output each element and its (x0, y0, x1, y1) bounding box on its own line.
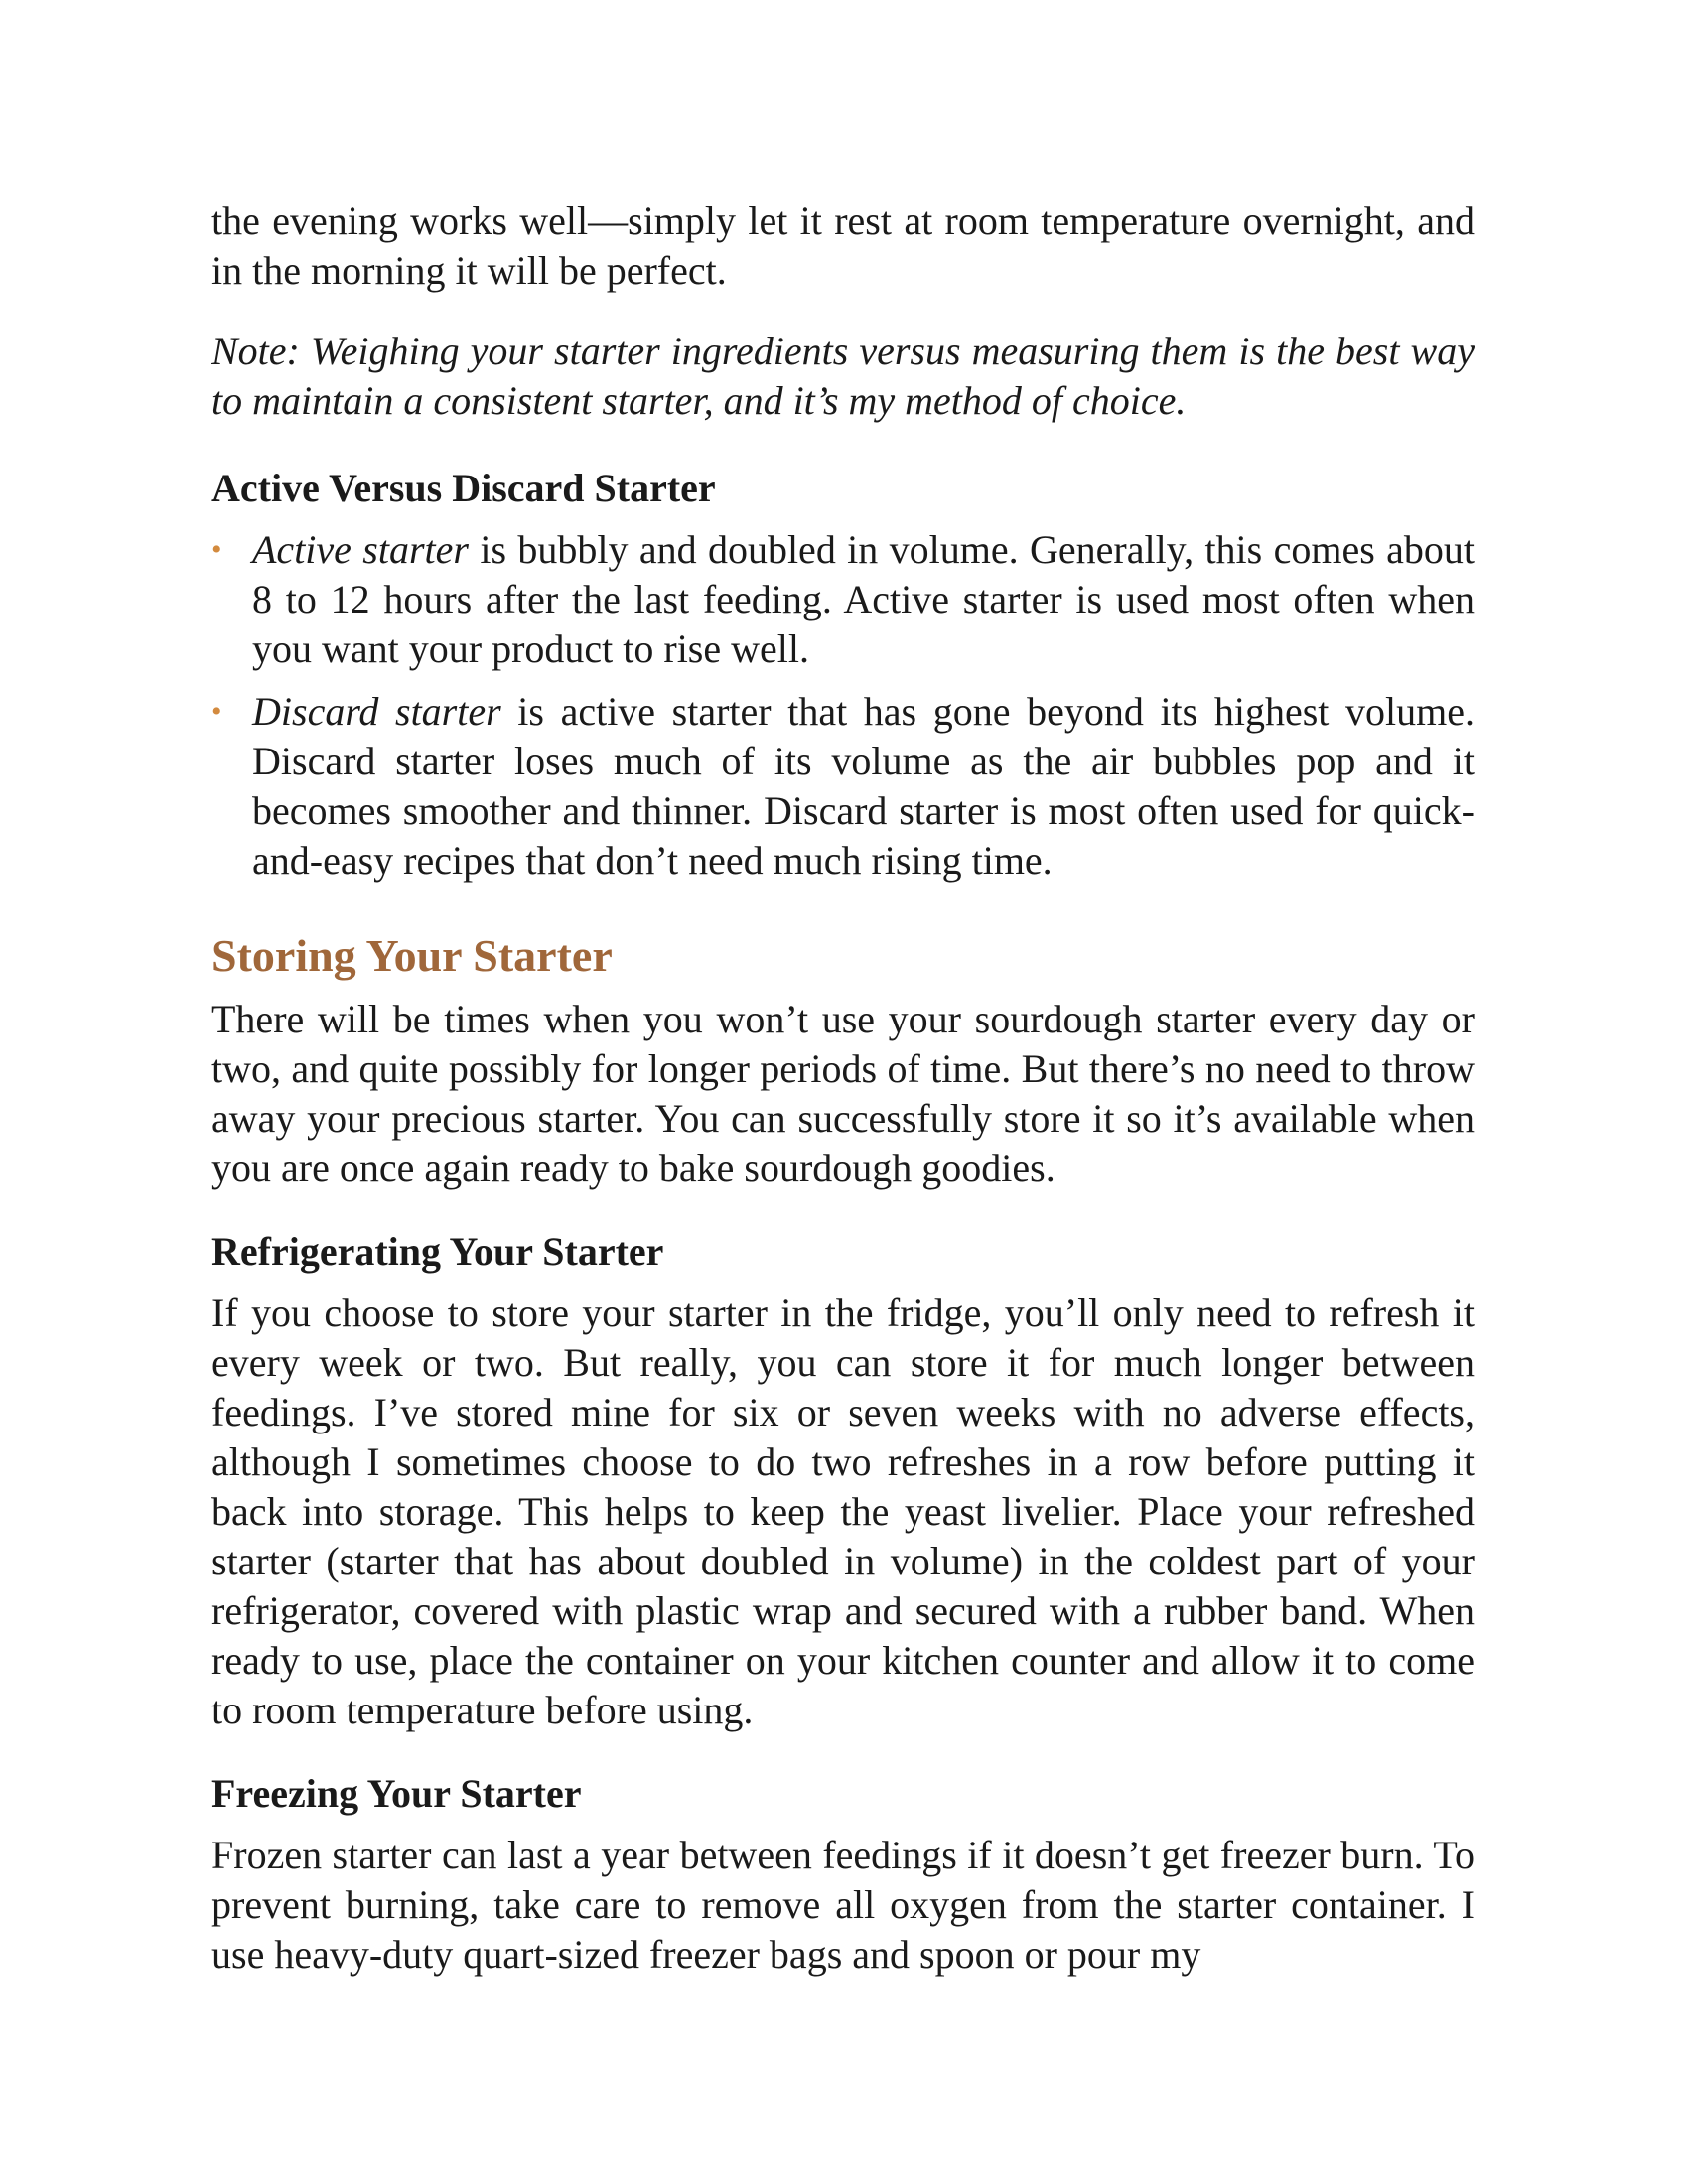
storing-section-heading: Storing Your Starter (211, 930, 613, 981)
term-discard-starter: Discard starter (252, 689, 501, 734)
definition-active-starter: is bubbly and doubled in volume. Generally, this comes about 8 to 12 hours after the last feeding. Active starter is used most often when you want your product to rise well. (252, 527, 1476, 671)
storing-paragraph: There will be times when you won’t use your sourdough starter every day or two, and quite possibly for longer periods of time. But there’s no need to throw away your precious starter. You can successfully store it so it’s available when you are once again ready to bake sourdough goodies. (211, 997, 1475, 1190)
definition-discard-starter: is active starter that has gone beyond its highest volume. Discard starter loses much of its volume as the air bubbles pop and it becomes smoother and thinner. Discard starter is most often used for quick-and-easy recipes that don’t need much rising time. (252, 689, 1475, 883)
term-active-starter: Active starter (252, 527, 469, 572)
continuation-paragraph: the evening works well—simply let it rest at room temperature overnight, and in the morning it will be perfect. (211, 199, 1475, 293)
page-body (211, 197, 1475, 1979)
freezing-heading: Freezing Your Starter (211, 1771, 582, 1816)
note-paragraph: Note: Weighing your starter ingredients versus measuring them is the best way to maintain a consistent starter, and it’s my method of choice. (211, 329, 1475, 423)
bullet-icon: • (211, 695, 222, 728)
refrigerating-heading: Refrigerating Your Starter (211, 1229, 664, 1274)
freezing-paragraph: Frozen starter can last a year between feedings if it doesn’t get freezer burn. To prevent burning, take care to remove all oxygen from the starter container. I use heavy-duty quart-sized freezer bags and spoon or pour my (211, 1833, 1475, 1977)
starter-types-list (211, 525, 1475, 886)
list-item-active-starter (211, 525, 1475, 674)
bullet-icon: • (211, 533, 222, 566)
refrigerating-paragraph: If you choose to store your starter in the fridge, you’ll only need to refresh it every week or two. But really, you can store it for much longer between feedings. I’ve stored mine for six or seven weeks with no adverse effects, although I sometimes choose to do two refreshes in a row before putting it back into storage. This helps to keep the yeast livelier. Place your refreshed starter (starter that has about doubled in volume) in the coldest part of your refrigerator, covered with plastic wrap and secured with a rubber band. When ready to use, place the container on your kitchen counter and allow it to come to room temperature before using. (211, 1291, 1475, 1732)
list-item-discard-starter (211, 687, 1475, 886)
active-vs-discard-heading: Active Versus Discard Starter (211, 466, 716, 510)
